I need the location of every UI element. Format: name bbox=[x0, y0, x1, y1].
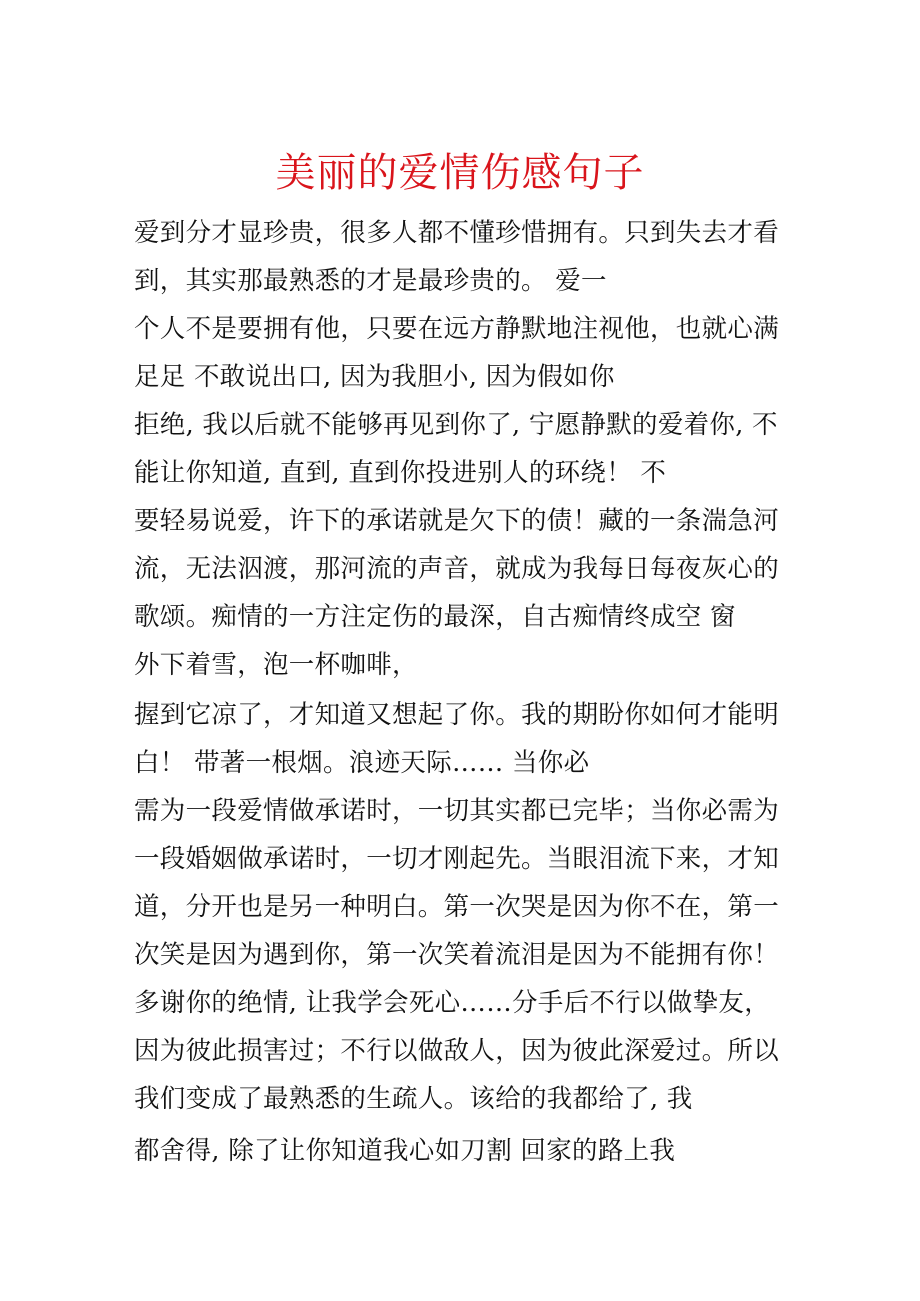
text-line: 都舍得, 除了让你知道我心如刀割 回家的路上我 bbox=[134, 1136, 676, 1166]
text-line: 流，无法泅渡，那河流的声音，就成为我每日每夜灰心的 bbox=[134, 554, 780, 584]
text-line: 因为彼此损害过；不行以做敌人，因为彼此深爱过。所以 bbox=[134, 1036, 780, 1066]
text-line: 次笑是因为遇到你，第一次笑着流泪是因为不能拥有你！ bbox=[134, 940, 780, 970]
text-line: 一段婚姻做承诺时，一切才刚起先。当眼泪流下来，才知 bbox=[134, 844, 780, 874]
text-line: 多谢你的绝情, 让我学会死心……分手后不行以做挚友， bbox=[134, 988, 771, 1018]
text-line: 我们变成了最熟悉的生疏人。该给的我都给了, 我 bbox=[134, 1084, 693, 1114]
text-line: 个人不是要拥有他，只要在远方静默地注视他，也就心满 bbox=[134, 314, 780, 344]
text-line: 拒绝, 我以后就不能够再见到你了, 宁愿静默的爱着你, 不 bbox=[134, 410, 778, 440]
text-line: 外下着雪，泡一杯咖啡， bbox=[134, 650, 418, 680]
text-line: 道，分开也是另一种明白。第一次哭是因为你不在，第一 bbox=[134, 892, 780, 922]
text-line: 足足 不敢说出口, 因为我胆小, 因为假如你 bbox=[134, 362, 615, 392]
text-line: 握到它凉了，才知道又想起了你。我的期盼你如何才能明 bbox=[134, 700, 780, 730]
text-line: 到，其实那最熟悉的才是最珍贵的。 爱一 bbox=[134, 266, 607, 296]
text-line: 歌颂。痴情的一方注定伤的最深，自古痴情终成空 窗 bbox=[134, 602, 736, 632]
text-line: 需为一段爱情做承诺时，一切其实都已完毕；当你必需为 bbox=[134, 796, 780, 826]
text-line: 能让你知道, 直到, 直到你投进别人的环绕！ 不 bbox=[134, 458, 667, 488]
text-line: 爱到分才显珍贵，很多人都不懂珍惜拥有。只到失去才看 bbox=[134, 218, 780, 248]
text-line: 白！ 带著一根烟。浪迹天际…… 当你必 bbox=[134, 748, 590, 778]
page-title: 美丽的爱情伤感句子 bbox=[275, 150, 645, 196]
text-line: 要轻易说爱，许下的承诺就是欠下的债！藏的一条湍急河 bbox=[134, 506, 780, 536]
